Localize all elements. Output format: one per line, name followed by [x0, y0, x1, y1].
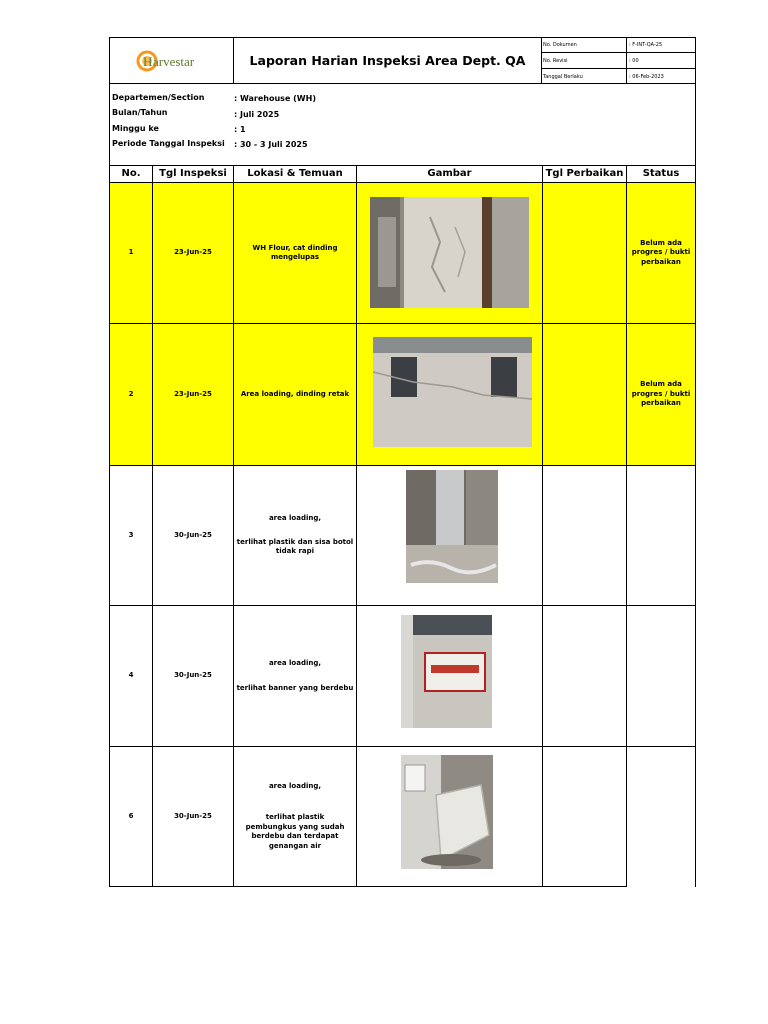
finding-line: terlihat plastik dan sisa botol tidak rapi: [236, 537, 354, 556]
meta-label-revision: No. Revisi: [543, 57, 568, 64]
finding-photo: [373, 337, 532, 447]
info-value-month-year: : Juli 2025: [234, 110, 280, 119]
finding-photo: [406, 470, 498, 583]
info-value-week: : 1: [234, 125, 246, 134]
cell-status: Belum ada progres / bukti perbaikan: [631, 380, 691, 408]
cell-inspection-date: 23-Jun-25: [174, 248, 212, 257]
meta-value-revision: : 00: [629, 57, 639, 64]
cell-no: 2: [128, 389, 134, 398]
divider: [626, 37, 627, 84]
column-header-status: Status: [642, 168, 680, 179]
finding-photo: [401, 755, 493, 869]
cell-status: [630, 606, 692, 746]
divider: [541, 37, 542, 84]
info-value-department: : Warehouse (WH): [234, 94, 316, 103]
cell-repair-date: [543, 183, 626, 323]
finding-line: terlihat plastik pembungkus yang sudah berdebu dan terdapat genangan air: [245, 813, 345, 850]
grid-line: [109, 886, 627, 887]
cell-location-finding: Area loading, dinding retak: [240, 389, 350, 398]
finding-line: area loading,: [268, 781, 322, 790]
cell-no: 6: [128, 811, 134, 820]
grid-line: [695, 165, 696, 887]
meta-label-doc-number: No. Dokumen: [543, 42, 577, 48]
cell-location-finding: [234, 183, 356, 323]
finding-line: area loading,: [268, 658, 322, 667]
finding-line: WH Flour, cat dinding: [252, 243, 338, 252]
grid-line: [109, 165, 696, 166]
info-value-period: : 30 - 3 Juli 2025: [234, 140, 308, 149]
svg-text:H: H: [143, 54, 153, 69]
cell-repair-date: [543, 466, 626, 605]
cell-no: 4: [128, 671, 134, 680]
info-label-week: Minggu ke: [112, 124, 159, 133]
logo-cell: [109, 37, 234, 84]
cell-location-finding: [240, 747, 350, 886]
cell-inspection-date: 23-Jun-25: [174, 389, 212, 398]
cell-location-finding: [236, 466, 354, 605]
cell-no: 3: [128, 530, 134, 539]
harvestar-logo: [109, 37, 234, 84]
document-title: Laporan Harian Inspeksi Area Dept. QA: [249, 53, 526, 68]
column-header-no: No.: [121, 168, 141, 179]
cell-no: 1: [128, 248, 134, 257]
cell-location-finding: [236, 606, 354, 746]
info-label-department: Departemen/Section: [112, 93, 205, 102]
meta-value-effective-date: : 06-Feb-2023: [629, 73, 664, 80]
meta-value-doc-number: : F-INT-QA-25: [629, 42, 663, 48]
finding-line: area loading,: [268, 514, 322, 523]
grid-line: [356, 165, 357, 887]
finding-line: mengelupas: [270, 253, 320, 261]
cell-inspection-date: 30-Jun-25: [174, 671, 212, 680]
column-header-location-finding: Lokasi & Temuan: [247, 168, 343, 179]
info-label-month-year: Bulan/Tahun: [112, 108, 168, 117]
column-header-picture: Gambar: [427, 168, 472, 179]
cell-repair-date: [543, 747, 626, 886]
column-header-inspection-date: Tgl Inspeksi: [159, 168, 227, 179]
meta-label-effective-date: Tanggal Berlaku: [543, 73, 583, 80]
grid-line: [626, 165, 627, 887]
cell-inspection-date: 30-Jun-25: [174, 530, 212, 539]
svg-text:arvestar: arvestar: [153, 54, 195, 69]
finding-line: terlihat banner yang berdebu: [236, 684, 354, 692]
cell-status: [630, 466, 692, 605]
finding-photo: [401, 615, 492, 728]
info-label-period: Periode Tanggal Inspeksi: [112, 139, 225, 148]
cell-status: Belum ada progres / bukti perbaikan: [631, 238, 691, 266]
cell-repair-date: [543, 324, 626, 465]
cell-inspection-date: 30-Jun-25: [174, 811, 212, 820]
finding-photo: [370, 197, 529, 308]
cell-repair-date: [543, 606, 626, 746]
column-header-repair-date: Tgl Perbaikan: [545, 168, 624, 179]
